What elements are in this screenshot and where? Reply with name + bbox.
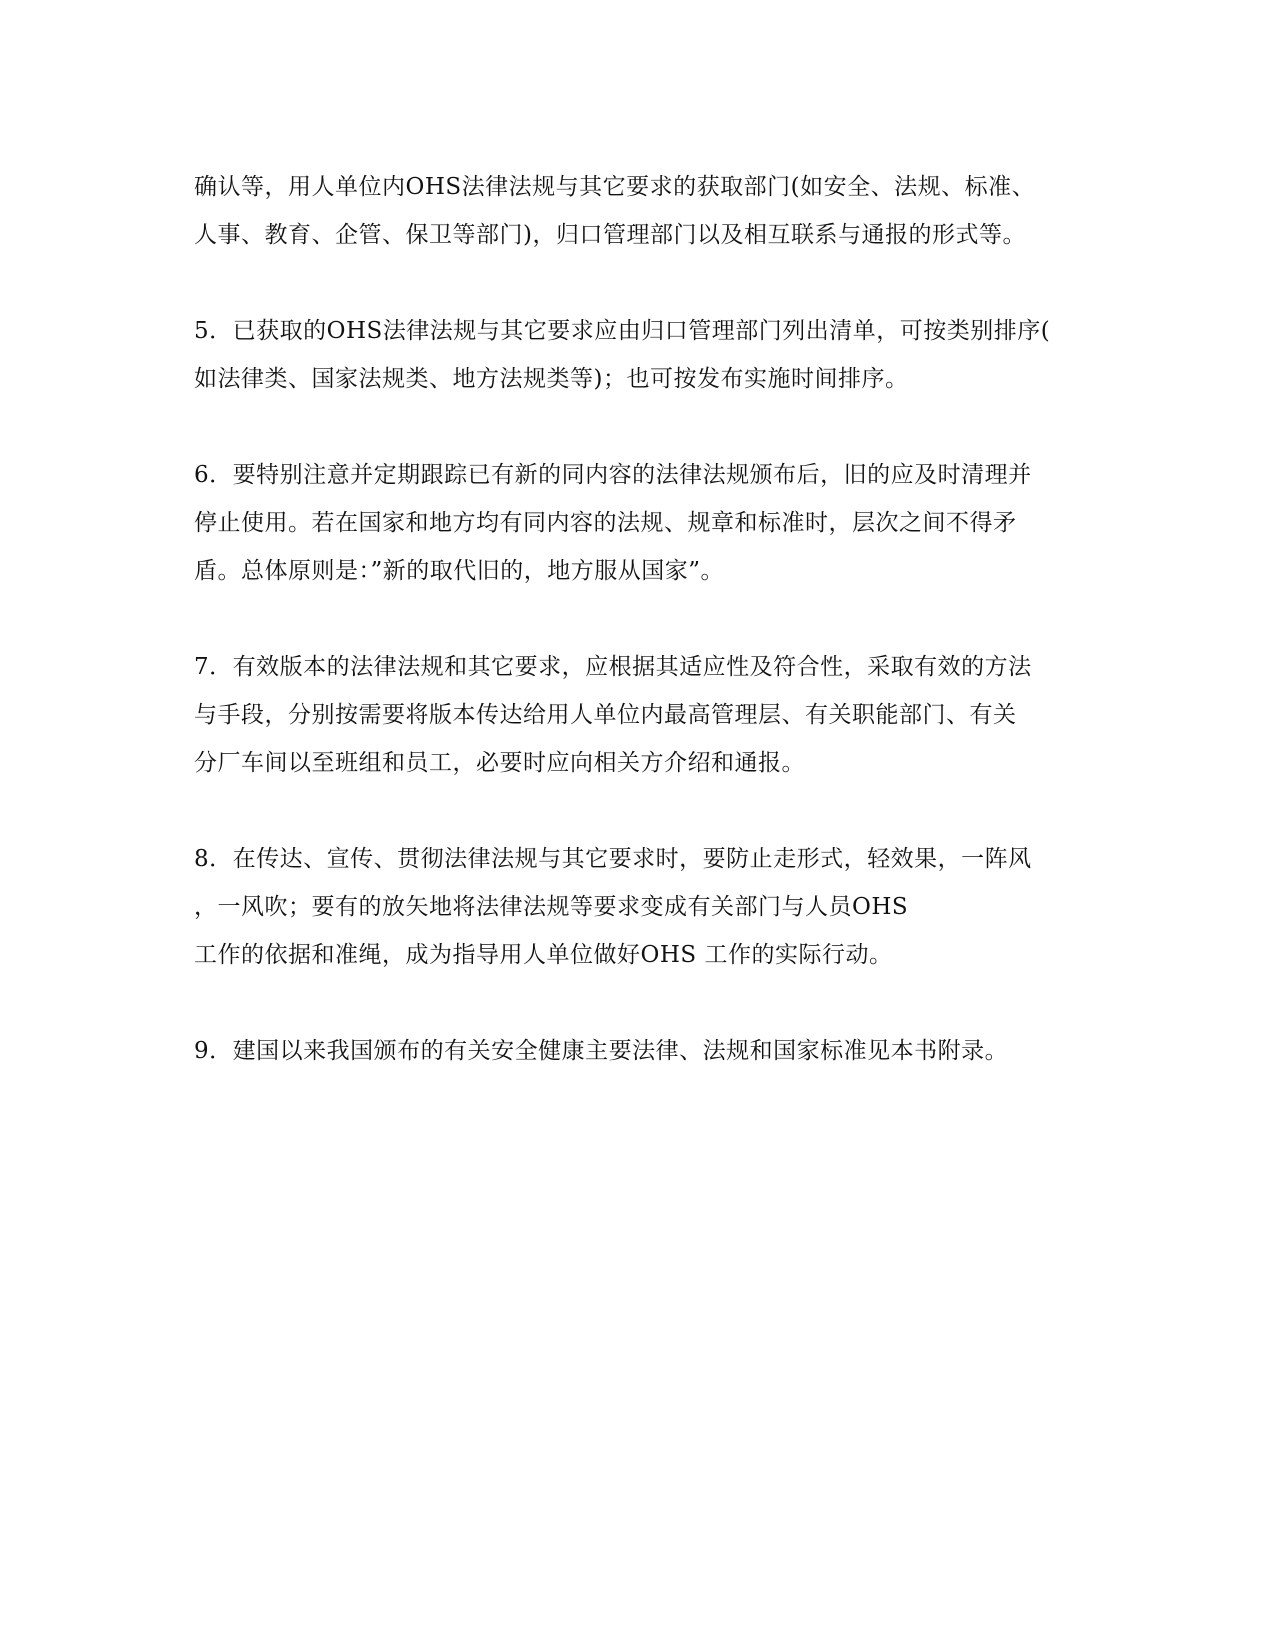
- text-line: 确认等，用人单位内OHS法律法规与其它要求的获取部门(如安全、法规、标准、: [194, 174, 1036, 200]
- text-line: 工作的依据和准绳，成为指导用人单位做好OHS 工作的实际行动。: [194, 942, 893, 968]
- text-line: 盾。总体原则是：”新的取代旧的，地方服从国家”。: [194, 558, 725, 584]
- document-body: [194, 163, 1094, 1123]
- text-line: 如法律类、国家法规类、地方法规类等)；也可按发布实施时间排序。: [194, 366, 909, 392]
- text-line: 9．建国以来我国颁布的有关安全健康主要法律、法规和国家标准见本书附录。: [194, 1038, 1009, 1064]
- text-line: ，一风吹；要有的放矢地将法律法规等要求变成有关部门与人员OHS: [194, 894, 909, 920]
- paragraph-item-7: [194, 643, 1094, 787]
- text-line: 人事、教育、企管、保卫等部门)，归口管理部门以及相互联系与通报的形式等。: [194, 222, 1026, 248]
- paragraph-item-6: [194, 451, 1094, 595]
- paragraph-item-5: [194, 307, 1094, 403]
- paragraph-item-8: [194, 835, 1094, 979]
- text-line: 7．有效版本的法律法规和其它要求，应根据其适应性及符合性，采取有效的方法: [194, 654, 1032, 680]
- text-line: 6．要特别注意并定期跟踪已有新的同内容的法律法规颁布后，旧的应及时清理并: [194, 462, 1032, 488]
- paragraph-continuation: [194, 163, 1094, 259]
- text-line: 5．已获取的OHS法律法规与其它要求应由归口管理部门列出清单，可按类别排序(: [194, 318, 1051, 344]
- paragraph-item-9: [194, 1027, 1094, 1075]
- text-line: 8．在传达、宣传、贯彻法律法规与其它要求时，要防止走形式，轻效果，一阵风: [194, 846, 1032, 872]
- text-line: 与手段，分别按需要将版本传达给用人单位内最高管理层、有关职能部门、有关: [194, 702, 1017, 728]
- text-line: 分厂车间以至班组和员工，必要时应向相关方介绍和通报。: [194, 750, 805, 776]
- text-line: 停止使用。若在国家和地方均有同内容的法规、规章和标准时，层次之间不得矛: [194, 510, 1017, 536]
